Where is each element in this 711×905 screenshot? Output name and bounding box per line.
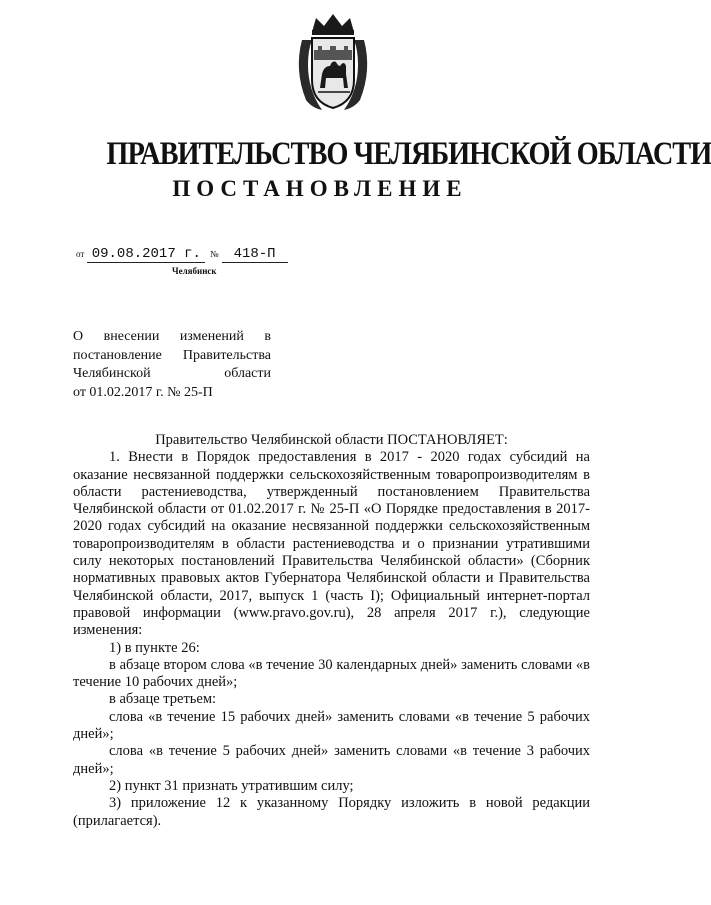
document-subject <box>73 328 271 402</box>
date-line <box>76 246 205 263</box>
subject-line: постановление Правительства <box>73 347 271 363</box>
number-value: 418-П <box>222 247 288 263</box>
date-label: от <box>76 249 85 259</box>
coat-of-arms-icon <box>292 10 374 116</box>
document-type-title: ПОСТАНОВЛЕНИЕ <box>172 176 468 201</box>
number-line <box>210 246 288 263</box>
body-paragraph: 3) приложение 12 к указанному Порядку изложить в новой редакции (прилагается). <box>73 795 590 829</box>
body-paragraph: 1) в пункте 26: <box>109 639 200 656</box>
document-body <box>73 432 590 830</box>
date-value: 09.08.2017 г. <box>87 247 205 263</box>
body-paragraph: слова «в течение 15 рабочих дней» заменить словами «в течение 5 рабочих дней»; <box>73 708 590 743</box>
government-title: ПРАВИТЕЛЬСТВО ЧЕЛЯБИНСКОЙ ОБЛАСТИ <box>106 136 711 172</box>
body-paragraph: в абзаце втором слова «в течение 30 календарных дней» заменить словами «в течение 10 рабочих дней»; <box>73 656 590 691</box>
body-paragraph: 2) пункт 31 признать утратившим силу; <box>109 777 354 794</box>
city-label: Челябинск <box>172 266 217 276</box>
body-paragraph: 1. Внести в Порядок предоставления в 2017 - 2020 годах субсидий на оказание несвязанной поддержки сельскохозяйственным товаропроизводителям в области растениеводства, утвержденный постановлением Правительства Челябинской области от 01.02.2017 г. № 25-П «О Порядке предоставления в 2017-2020 годах субсидий на оказание несвязанной поддержки сельскохозяйственным товаропроизводителям в области растениеводства и о признании утратившими силу некоторых постановлений Правительства Челябинской области» (Сборник нормативных правовых актов Губернатора Челябинской области и Правительства Челябинской области, 2017, выпуск 1 (часть I); Официальный интернет-портал правовой информации (www.pravo.gov.ru), 28 апреля 2017 г.), следующие изменения: <box>73 449 590 639</box>
number-label: № <box>210 249 219 259</box>
subject-line: О внесении изменений в <box>73 329 271 344</box>
body-paragraph: слова «в течение 5 рабочих дней» заменить словами «в течение 3 рабочих дней»; <box>73 743 590 777</box>
subject-line: от 01.02.2017 г. № 25-П <box>73 384 213 400</box>
body-paragraph: в абзаце третьем: <box>109 691 217 708</box>
subject-line: Челябинской области <box>73 366 271 381</box>
resolution-intro: Правительство Челябинской области ПОСТАНОВЛЯЕТ: <box>155 432 508 448</box>
